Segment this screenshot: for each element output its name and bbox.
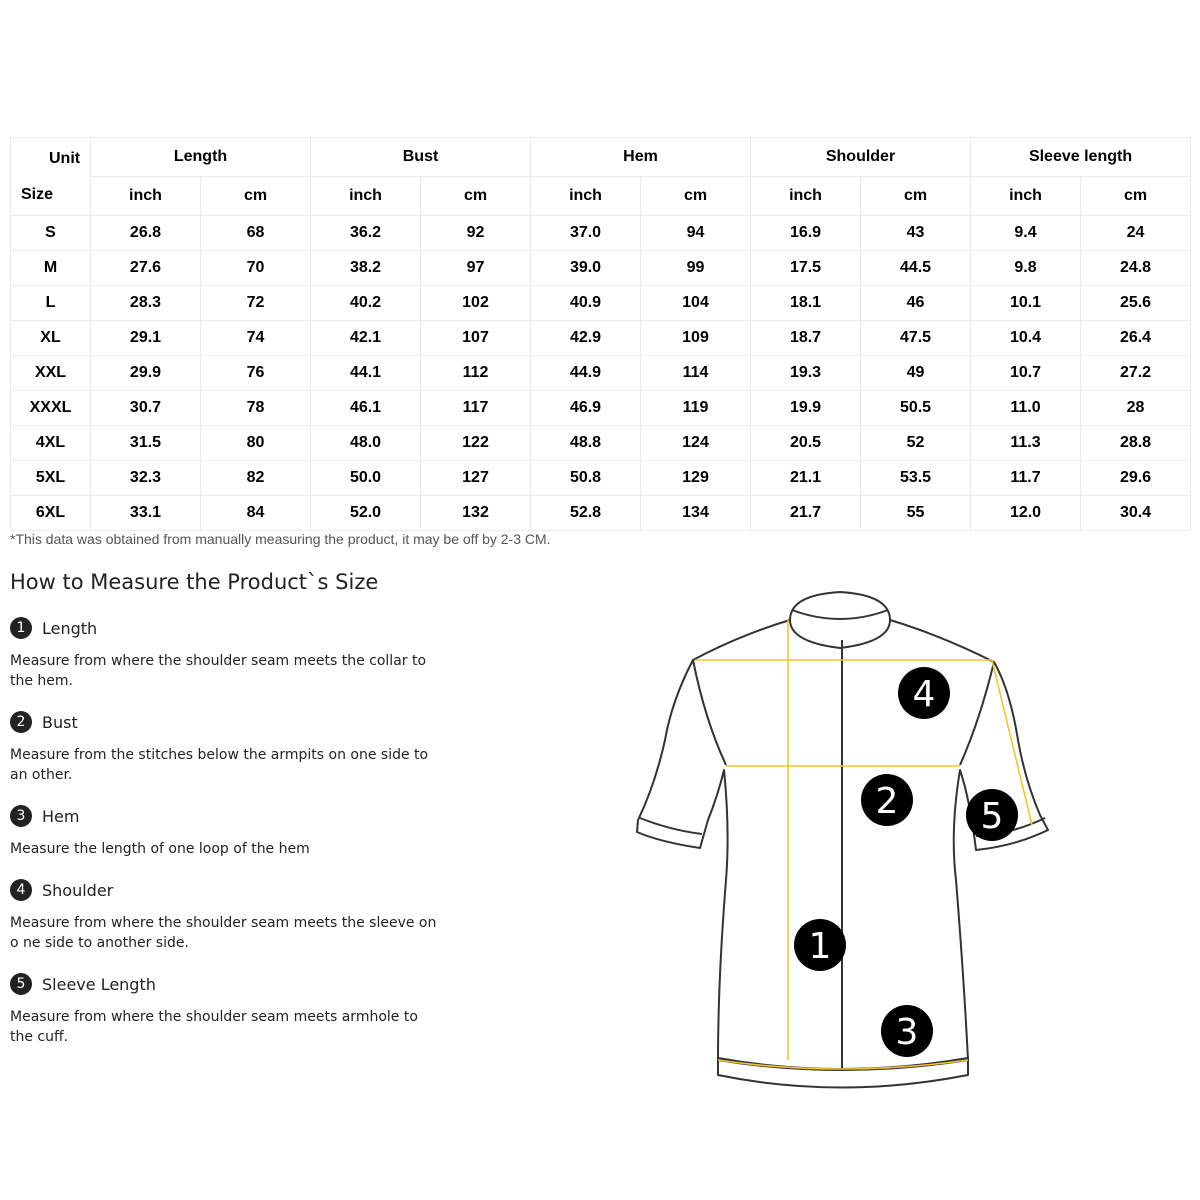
table-cell: 112 <box>421 356 531 391</box>
table-cell: 47.5 <box>861 321 971 356</box>
size-cell: 6XL <box>11 496 91 531</box>
table-cell: 18.7 <box>751 321 861 356</box>
marker-3-label: 3 <box>895 1012 919 1053</box>
group-header-hem: Hem <box>531 138 751 177</box>
table-cell: 40.2 <box>311 286 421 321</box>
table-cell: 68 <box>201 216 311 251</box>
table-cell: 24 <box>1081 216 1191 251</box>
table-cell: 19.3 <box>751 356 861 391</box>
measurement-markers <box>794 667 1018 1057</box>
table-row <box>11 321 1191 356</box>
table-row <box>11 286 1191 321</box>
table-body <box>11 216 1191 531</box>
table-cell: 11.0 <box>971 391 1081 426</box>
table-cell: 76 <box>201 356 311 391</box>
table-cell: 33.1 <box>91 496 201 531</box>
table-cell: 92 <box>421 216 531 251</box>
table-cell: 30.7 <box>91 391 201 426</box>
table-header-groups <box>11 138 1191 177</box>
table-cell: 21.1 <box>751 461 861 496</box>
size-cell: XL <box>11 321 91 356</box>
table-cell: 42.9 <box>531 321 641 356</box>
table-cell: 26.4 <box>1081 321 1191 356</box>
table-cell: 53.5 <box>861 461 971 496</box>
how-to-measure-title: How to Measure the Product`s Size <box>10 570 379 594</box>
step-title: Length <box>42 618 98 638</box>
unit-size-corner <box>11 138 91 216</box>
step-length-description: Measure from where the shoulder seam meets the collar to the hem. <box>10 653 427 689</box>
size-cell: XXXL <box>11 391 91 426</box>
table-cell: 24.8 <box>1081 251 1191 286</box>
step-hem-description: Measure the length of one loop of the hem <box>10 841 310 857</box>
table-cell: 102 <box>421 286 531 321</box>
table-cell: 46 <box>861 286 971 321</box>
table-cell: 52.0 <box>311 496 421 531</box>
table-cell: 104 <box>641 286 751 321</box>
table-cell: 30.4 <box>1081 496 1191 531</box>
table-cell: 31.5 <box>91 426 201 461</box>
table-cell: 44.1 <box>311 356 421 391</box>
marker-2-label: 2 <box>875 781 899 822</box>
table-cell: 29.1 <box>91 321 201 356</box>
table-cell: 122 <box>421 426 531 461</box>
table-cell: 82 <box>201 461 311 496</box>
number-3-icon: 3 <box>10 805 32 827</box>
table-cell: 36.2 <box>311 216 421 251</box>
table-cell: 44.9 <box>531 356 641 391</box>
table-cell: 40.9 <box>531 286 641 321</box>
unit-header-inch: inch <box>971 177 1081 216</box>
table-cell: 129 <box>641 461 751 496</box>
table-cell: 107 <box>421 321 531 356</box>
size-cell: S <box>11 216 91 251</box>
step-title: Bust <box>42 712 78 732</box>
table-cell: 48.8 <box>531 426 641 461</box>
table-cell: 70 <box>201 251 311 286</box>
table-cell: 16.9 <box>751 216 861 251</box>
unit-header-inch: inch <box>531 177 641 216</box>
unit-header-cm: cm <box>1081 177 1191 216</box>
measurement-note: *This data was obtained from manually measuring the product, it may be off by 2-3 CM. <box>10 531 551 547</box>
table-cell: 78 <box>201 391 311 426</box>
marker-4-label: 4 <box>912 674 936 715</box>
table-cell: 21.7 <box>751 496 861 531</box>
table-cell: 132 <box>421 496 531 531</box>
table-cell: 43 <box>861 216 971 251</box>
number-1-icon: 1 <box>10 617 32 639</box>
table-cell: 28.8 <box>1081 426 1191 461</box>
step-length-heading <box>10 617 97 639</box>
table-cell: 94 <box>641 216 751 251</box>
table-row <box>11 496 1191 531</box>
table-cell: 27.6 <box>91 251 201 286</box>
table-cell: 37.0 <box>531 216 641 251</box>
table-cell: 50.5 <box>861 391 971 426</box>
step-title: Shoulder <box>42 880 114 900</box>
unit-header-inch: inch <box>751 177 861 216</box>
table-cell: 28 <box>1081 391 1191 426</box>
table-cell: 32.3 <box>91 461 201 496</box>
table-cell: 50.0 <box>311 461 421 496</box>
table-cell: 10.4 <box>971 321 1081 356</box>
number-2-icon: 2 <box>10 711 32 733</box>
number-4-icon: 4 <box>10 879 32 901</box>
table-row <box>11 426 1191 461</box>
table-cell: 84 <box>201 496 311 531</box>
table-cell: 20.5 <box>751 426 861 461</box>
table-cell: 124 <box>641 426 751 461</box>
step-title: Hem <box>42 806 80 826</box>
table-cell: 39.0 <box>531 251 641 286</box>
table-cell: 48.0 <box>311 426 421 461</box>
table-cell: 99 <box>641 251 751 286</box>
table-row <box>11 216 1191 251</box>
step-bust-heading <box>10 711 78 733</box>
unit-header-inch: inch <box>311 177 421 216</box>
table-cell: 11.7 <box>971 461 1081 496</box>
table-cell: 9.8 <box>971 251 1081 286</box>
group-header-length: Length <box>91 138 311 177</box>
step-sleeve-length-heading <box>10 973 156 995</box>
table-cell: 97 <box>421 251 531 286</box>
table-cell: 46.9 <box>531 391 641 426</box>
table-cell: 72 <box>201 286 311 321</box>
table-cell: 52.8 <box>531 496 641 531</box>
measurement-guides <box>695 620 1032 1069</box>
marker-5-label: 5 <box>980 796 1004 837</box>
table-cell: 109 <box>641 321 751 356</box>
table-cell: 12.0 <box>971 496 1081 531</box>
step-bust-description: Measure from the stitches below the armpits on one side to an other. <box>10 747 429 783</box>
marker-1-label: 1 <box>808 926 832 967</box>
table-header-units <box>11 177 1191 216</box>
table-cell: 11.3 <box>971 426 1081 461</box>
table-cell: 114 <box>641 356 751 391</box>
table-cell: 18.1 <box>751 286 861 321</box>
unit-header-inch: inch <box>91 177 201 216</box>
jersey-icon <box>620 580 1060 1100</box>
group-header-sleeve-length: Sleeve length <box>971 138 1191 177</box>
table-row <box>11 461 1191 496</box>
unit-header-cm: cm <box>421 177 531 216</box>
table-cell: 74 <box>201 321 311 356</box>
size-cell: M <box>11 251 91 286</box>
table-cell: 55 <box>861 496 971 531</box>
size-cell: XXL <box>11 356 91 391</box>
unit-label: Unit <box>49 150 81 167</box>
table-cell: 44.5 <box>861 251 971 286</box>
step-title: Sleeve Length <box>42 974 156 994</box>
size-label: Size <box>21 186 54 203</box>
unit-header-cm: cm <box>861 177 971 216</box>
table-cell: 80 <box>201 426 311 461</box>
size-cell: L <box>11 286 91 321</box>
table-cell: 134 <box>641 496 751 531</box>
table-row <box>11 251 1191 286</box>
unit-header-cm: cm <box>641 177 751 216</box>
unit-header-cm: cm <box>201 177 311 216</box>
table-cell: 17.5 <box>751 251 861 286</box>
table-cell: 52 <box>861 426 971 461</box>
step-sleeve-length-description: Measure from where the shoulder seam meets armhole to the cuff. <box>10 1009 418 1045</box>
table-cell: 25.6 <box>1081 286 1191 321</box>
table-cell: 50.8 <box>531 461 641 496</box>
step-shoulder-heading <box>10 879 113 901</box>
size-cell: 4XL <box>11 426 91 461</box>
table-cell: 38.2 <box>311 251 421 286</box>
table-cell: 49 <box>861 356 971 391</box>
table-cell: 10.1 <box>971 286 1081 321</box>
table-cell: 29.6 <box>1081 461 1191 496</box>
table-cell: 29.9 <box>91 356 201 391</box>
group-header-shoulder: Shoulder <box>751 138 971 177</box>
table-cell: 127 <box>421 461 531 496</box>
step-hem-heading <box>10 805 79 827</box>
size-cell: 5XL <box>11 461 91 496</box>
table-cell: 42.1 <box>311 321 421 356</box>
step-shoulder-description: Measure from where the shoulder seam meets the sleeve on o ne side to another side. <box>10 915 437 951</box>
number-5-icon: 5 <box>10 973 32 995</box>
table-cell: 28.3 <box>91 286 201 321</box>
table-row <box>11 391 1191 426</box>
table-cell: 19.9 <box>751 391 861 426</box>
table-cell: 119 <box>641 391 751 426</box>
table-row <box>11 356 1191 391</box>
table-cell: 46.1 <box>311 391 421 426</box>
group-header-bust: Bust <box>311 138 531 177</box>
table-cell: 117 <box>421 391 531 426</box>
table-cell: 26.8 <box>91 216 201 251</box>
table-cell: 10.7 <box>971 356 1081 391</box>
table-cell: 9.4 <box>971 216 1081 251</box>
size-chart-table <box>10 137 1191 531</box>
table-cell: 27.2 <box>1081 356 1191 391</box>
